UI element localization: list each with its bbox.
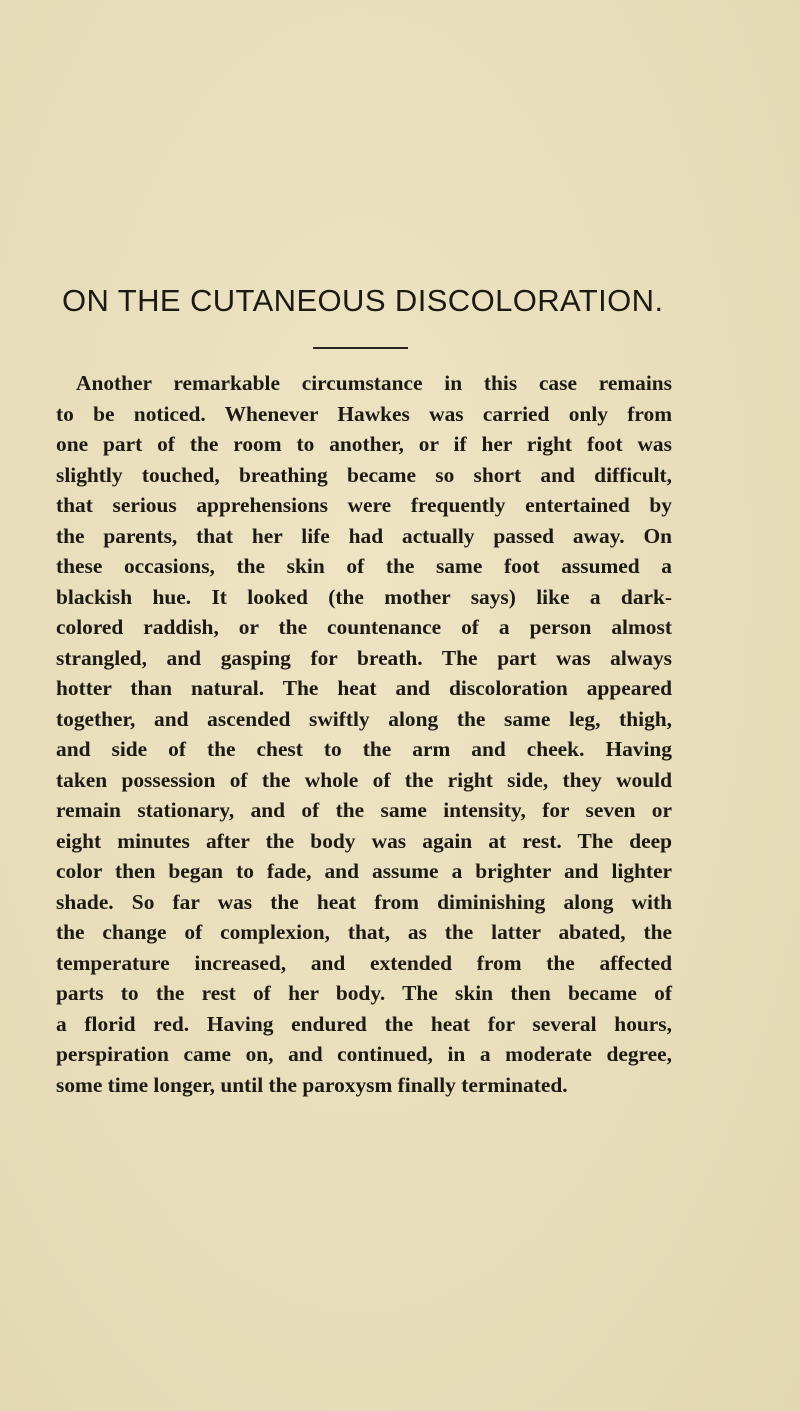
- paragraph-line: blackish hue. It looked (the mother says) like a dark-: [56, 584, 673, 609]
- paragraph-line: some time longer, until the paroxysm finally terminated.: [56, 1072, 568, 1097]
- chapter-heading: ON THE CUTANEOUS DISCOLORATION.: [62, 283, 664, 318]
- paragraph-line: Another remarkable circumstance in this case remains: [76, 371, 672, 395]
- paragraph-line: one part of the room to another, or if her right foot was: [56, 432, 672, 456]
- paragraph-line: slightly touched, breathing became so short and difficult,: [56, 462, 673, 487]
- heading-rule: [313, 347, 408, 349]
- paragraph-line: that serious apprehensions were frequently entertained by: [56, 493, 672, 517]
- paragraph-line: colored raddish, or the countenance of a person almost: [56, 615, 672, 639]
- body-paragraph: [56, 368, 672, 1100]
- paragraph-line: strangled, and gasping for breath. The part was always: [56, 645, 672, 670]
- paragraph-line: to be noticed. Whenever Hawkes was carried only from: [56, 401, 673, 426]
- paragraph-line: and side of the chest to the arm and cheek. Having: [56, 737, 673, 761]
- paragraph-line: eight minutes after the body was again at rest. The deep: [56, 828, 673, 853]
- paragraph-line: taken possession of the whole of the right side, they would: [56, 767, 672, 792]
- paragraph-line: perspiration came on, and continued, in a moderate degree,: [56, 1042, 672, 1066]
- paragraph-line: the change of complexion, that, as the latter abated, the: [56, 920, 673, 944]
- paragraph-line: together, and ascended swiftly along the same leg, thigh,: [56, 706, 673, 731]
- paragraph-line: these occasions, the skin of the same foot assumed a: [56, 554, 673, 578]
- paragraph-line: a florid red. Having endured the heat for several hours,: [56, 1011, 672, 1036]
- paragraph-line: color then began to fade, and assume a brighter and lighter: [56, 859, 673, 883]
- paragraph-line: temperature increased, and extended from the affected: [56, 950, 672, 975]
- paragraph-line: parts to the rest of her body. The skin then became of: [56, 981, 672, 1005]
- paragraph-line: hotter than natural. The heat and discoloration appeared: [56, 676, 672, 700]
- paragraph-line: the parents, that her life had actually passed away. On: [56, 523, 672, 548]
- paragraph-line: remain stationary, and of the same intensity, for seven or: [56, 798, 672, 822]
- paragraph-line: shade. So far was the heat from diminishing along with: [56, 889, 672, 914]
